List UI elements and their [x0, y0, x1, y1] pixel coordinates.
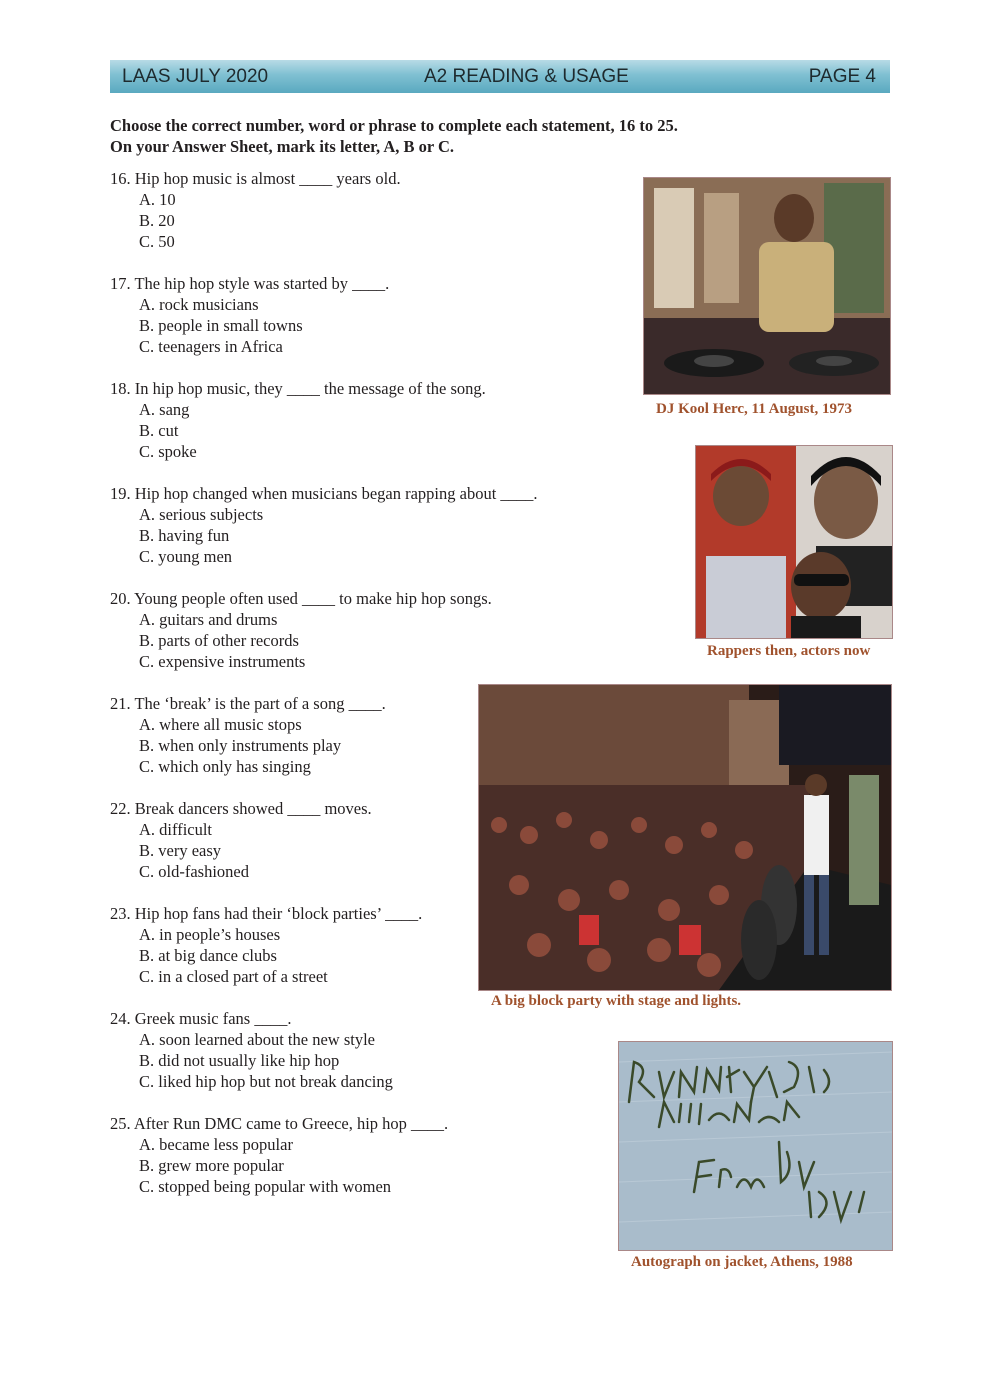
header-page-number: PAGE 4	[808, 66, 876, 87]
question-18	[110, 378, 486, 462]
block-party-caption: A big block party with stage and lights.	[491, 993, 742, 1009]
block-party-photo	[478, 684, 892, 991]
option-a: A. serious subjects	[139, 505, 264, 524]
option-a: A. became less popular	[139, 1135, 293, 1154]
page-header	[110, 60, 890, 93]
option-a: A. rock musicians	[139, 295, 259, 314]
option-c: C. in a closed part of a street	[139, 967, 328, 986]
question-stem: 18. In hip hop music, they ____ the message of the song.	[110, 379, 486, 398]
option-c: C. which only has singing	[139, 757, 311, 776]
option-b: B. grew more popular	[139, 1156, 284, 1175]
option-b: B. parts of other records	[139, 631, 299, 650]
option-c: C. stopped being popular with women	[139, 1177, 392, 1196]
option-c: C. 50	[139, 232, 175, 251]
option-b: B. having fun	[139, 526, 230, 545]
option-c: C. liked hip hop but not break dancing	[139, 1072, 393, 1091]
question-25	[110, 1113, 448, 1197]
question-20	[110, 588, 492, 672]
option-a: A. guitars and drums	[139, 610, 278, 629]
rappers-photo	[695, 445, 893, 639]
option-c: C. young men	[139, 547, 233, 566]
option-b: B. did not usually like hip hop	[139, 1051, 340, 1070]
option-c: C. old-fashioned	[139, 862, 249, 881]
question-stem: 25. After Run DMC came to Greece, hip hop ____.	[110, 1114, 449, 1133]
dj-caption: DJ Kool Herc, 11 August, 1973	[656, 401, 852, 417]
question-stem: 17. The hip hop style was started by ____.	[110, 274, 390, 293]
question-22	[110, 798, 372, 882]
question-stem: 16. Hip hop music is almost ____ years old.	[110, 169, 401, 188]
option-a: A. where all music stops	[139, 715, 302, 734]
autograph-caption: Autograph on jacket, Athens, 1988	[631, 1254, 853, 1270]
option-b: B. cut	[139, 421, 179, 440]
question-stem: 19. Hip hop changed when musicians began rapping about ____.	[110, 484, 538, 503]
question-stem: 24. Greek music fans ____.	[110, 1009, 292, 1028]
option-a: A. in people’s houses	[139, 925, 281, 944]
question-stem: 22. Break dancers showed ____ moves.	[110, 799, 372, 818]
question-19	[110, 483, 538, 567]
autograph-photo	[618, 1041, 893, 1251]
question-23	[110, 903, 422, 987]
option-c: C. spoke	[139, 442, 197, 461]
option-b: B. very easy	[139, 841, 222, 860]
header-exam-name: LAAS JULY 2020	[122, 66, 269, 87]
option-a: A. 10	[139, 190, 176, 209]
question-stem: 21. The ‘break’ is the part of a song ____.	[110, 694, 386, 713]
option-c: C. teenagers in Africa	[139, 337, 283, 356]
option-b: B. when only instruments play	[139, 736, 342, 755]
rappers-caption: Rappers then, actors now	[707, 643, 871, 659]
option-a: A. sang	[139, 400, 190, 419]
header-section: A2 READING & USAGE	[424, 66, 629, 87]
question-21	[110, 693, 386, 777]
question-stem: 20. Young people often used ____ to make hip hop songs.	[110, 589, 492, 608]
option-b: B. people in small towns	[139, 316, 303, 335]
question-16	[110, 168, 401, 252]
option-b: B. 20	[139, 211, 175, 230]
question-17	[110, 273, 389, 357]
question-24	[110, 1008, 393, 1092]
option-a: A. soon learned about the new style	[139, 1030, 375, 1049]
instructions-line-1: Choose the correct number, word or phrase to complete each statement, 16 to 25.	[110, 116, 678, 135]
option-a: A. difficult	[139, 820, 213, 839]
dj-photo	[643, 177, 891, 395]
option-b: B. at big dance clubs	[139, 946, 277, 965]
instructions	[110, 115, 890, 157]
instructions-line-2: On your Answer Sheet, mark its letter, A, B or C.	[110, 137, 455, 156]
option-c: C. expensive instruments	[139, 652, 306, 671]
question-stem: 23. Hip hop fans had their ‘block parties’ ____.	[110, 904, 423, 923]
